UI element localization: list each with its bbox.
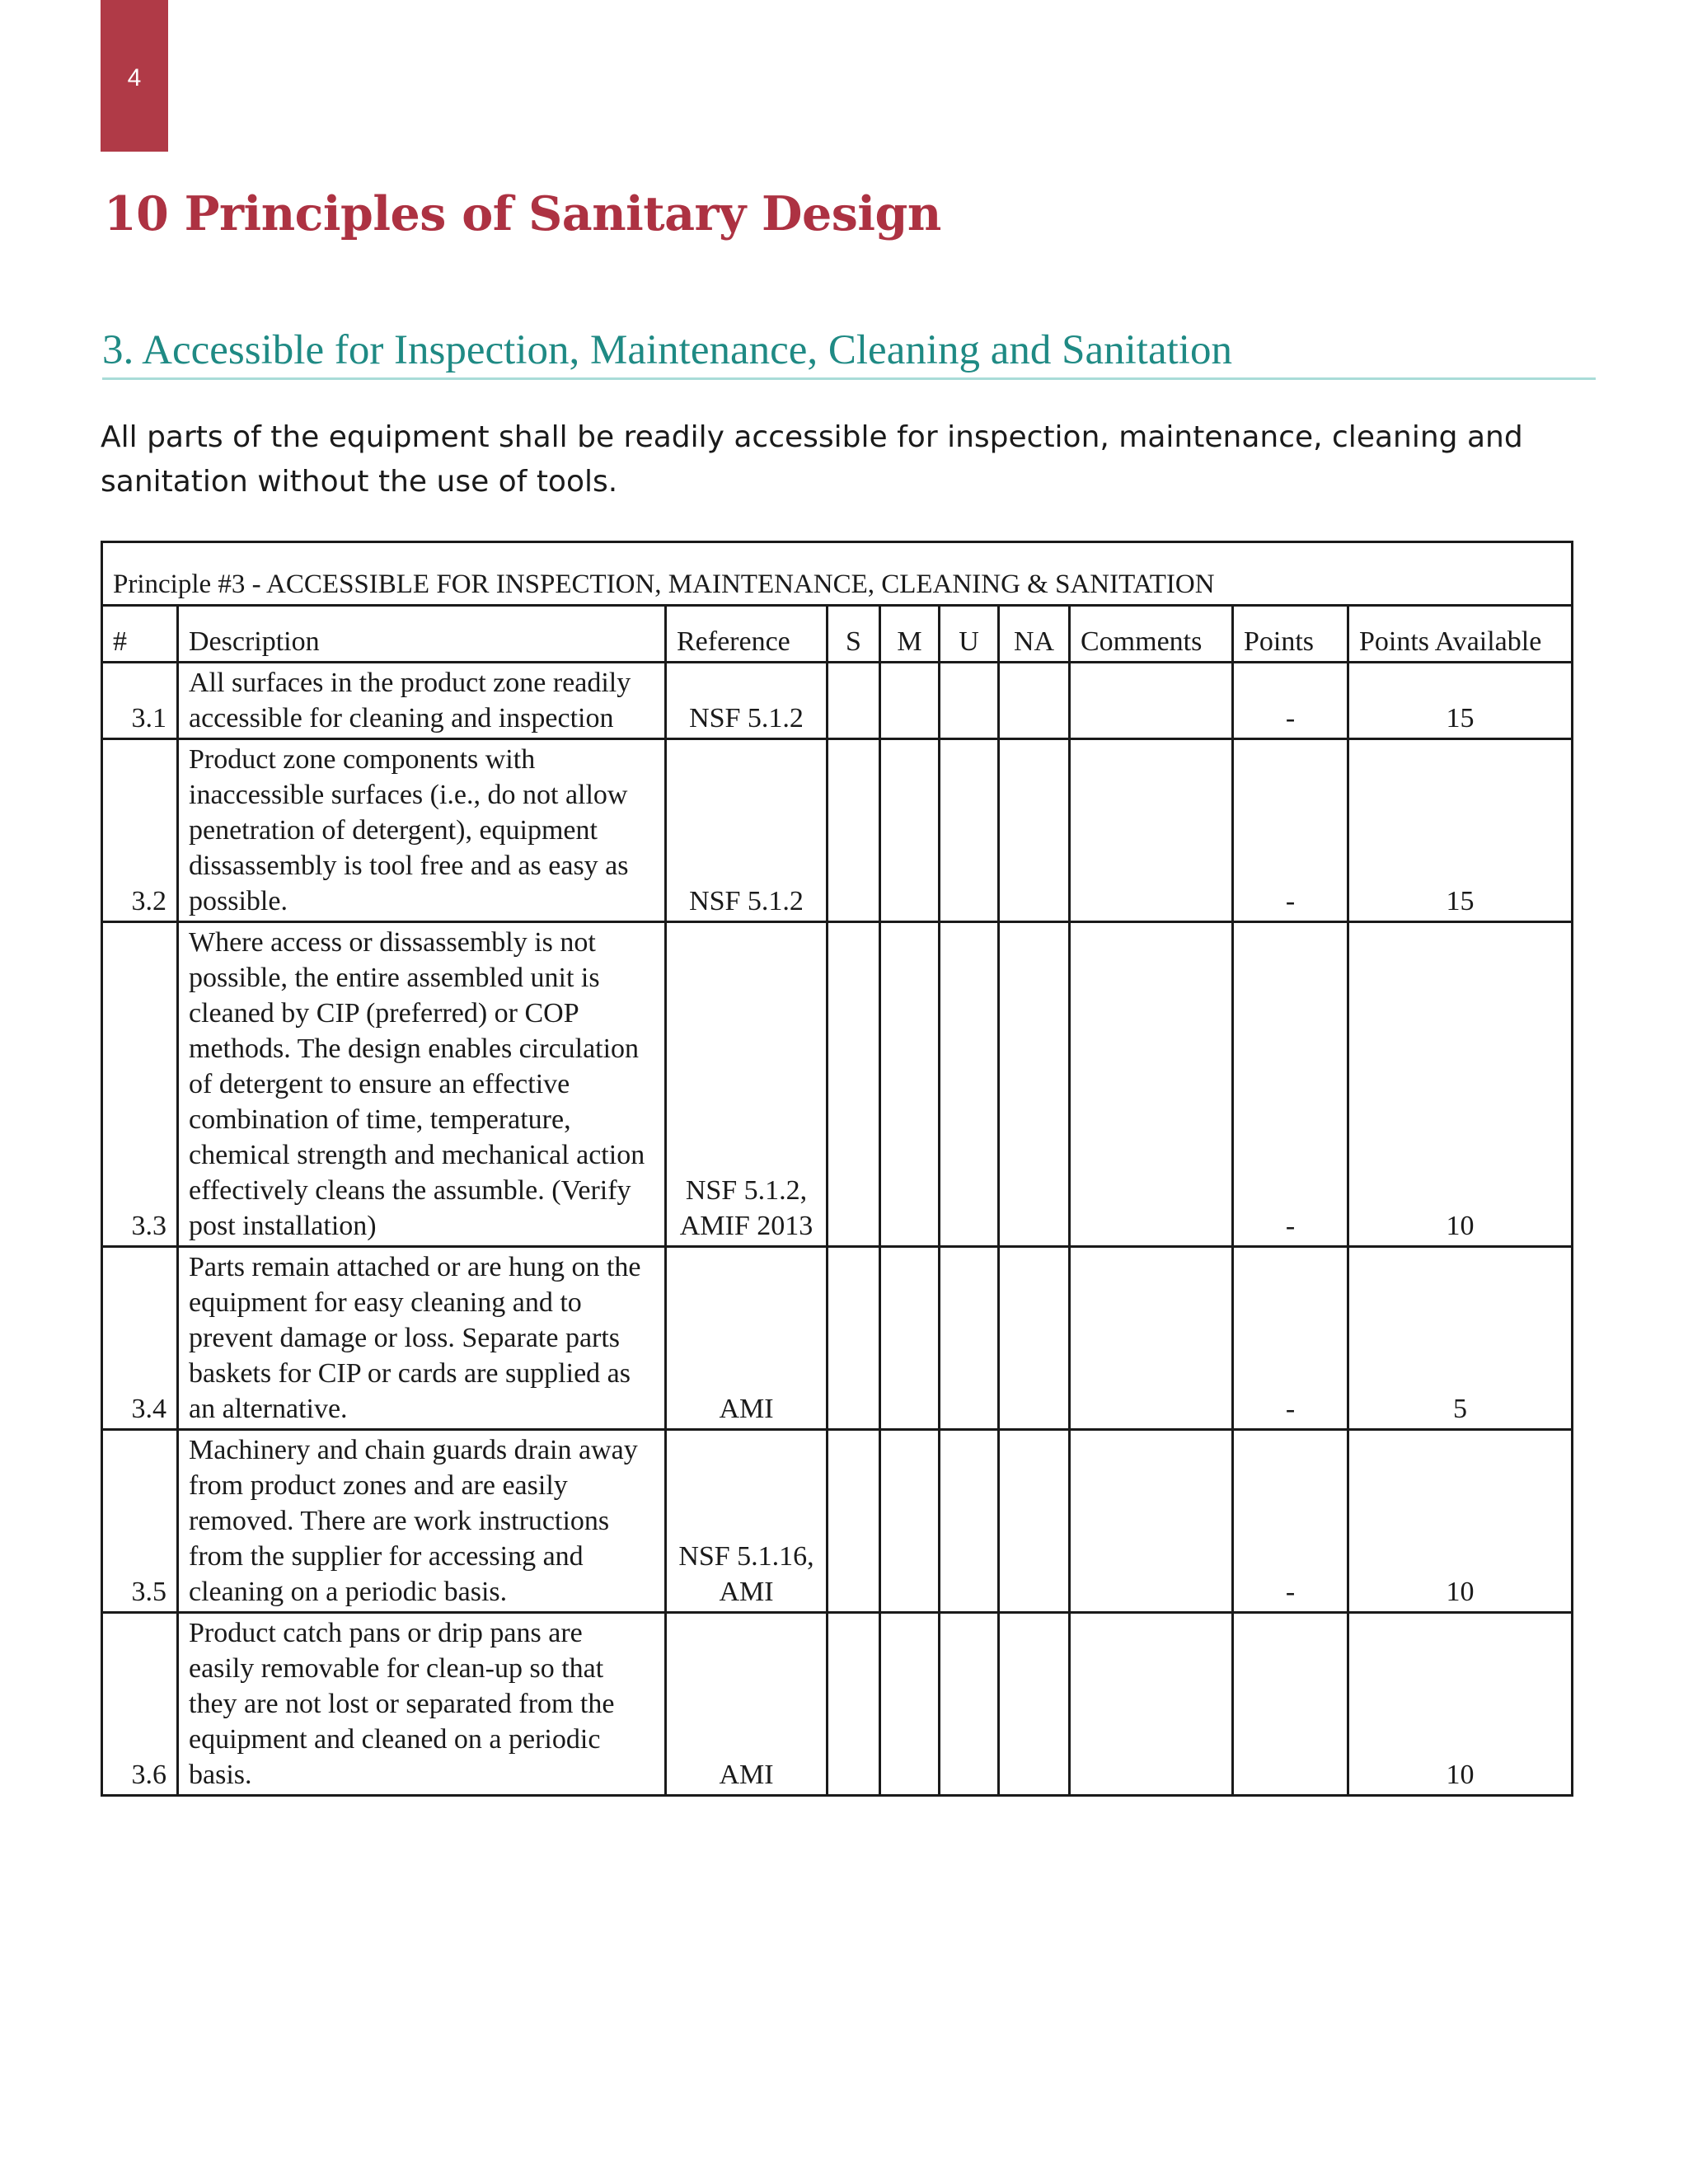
row-points-available: 15 xyxy=(1348,663,1573,739)
row-points xyxy=(1233,1613,1348,1796)
row-number: 3.4 xyxy=(102,1247,178,1430)
row-u-checkbox-cell[interactable] xyxy=(940,1430,999,1613)
row-na-checkbox-cell[interactable] xyxy=(999,922,1070,1247)
row-reference: AMI xyxy=(666,1247,828,1430)
header-comments: Comments xyxy=(1070,606,1233,663)
row-reference: NSF 5.1.2 xyxy=(666,739,828,922)
row-number: 3.2 xyxy=(102,739,178,922)
row-points-available: 10 xyxy=(1348,1613,1573,1796)
table-row xyxy=(102,922,1573,1247)
section-title: 3. Accessible for Inspection, Maintenance, Cleaning and Sanitation xyxy=(102,326,1596,380)
row-s-checkbox-cell[interactable] xyxy=(828,922,880,1247)
row-points: - xyxy=(1233,1247,1348,1430)
table-row xyxy=(102,739,1573,922)
table-caption-row xyxy=(102,542,1573,606)
row-na-checkbox-cell[interactable] xyxy=(999,739,1070,922)
header-reference: Reference xyxy=(666,606,828,663)
row-m-checkbox-cell[interactable] xyxy=(880,739,940,922)
table-row xyxy=(102,663,1573,739)
row-points: - xyxy=(1233,1430,1348,1613)
header-na: NA xyxy=(999,606,1070,663)
row-na-checkbox-cell[interactable] xyxy=(999,1430,1070,1613)
row-points: - xyxy=(1233,739,1348,922)
row-s-checkbox-cell[interactable] xyxy=(828,663,880,739)
page-number-tab xyxy=(101,0,168,152)
intro-paragraph: All parts of the equipment shall be readily accessible for inspection, maintenance, cleaning and sanitation without the use of tools. xyxy=(101,420,1523,499)
table-row xyxy=(102,1247,1573,1430)
row-description: Machinery and chain guards drain away from product zones and are easily removed. There are work instructions from the supplier for accessing and cleaning on a periodic basis. xyxy=(178,1430,666,1613)
header-points-available: Points Available xyxy=(1348,606,1573,663)
row-number: 3.1 xyxy=(102,663,178,739)
row-m-checkbox-cell[interactable] xyxy=(880,1613,940,1796)
row-points: - xyxy=(1233,922,1348,1247)
row-reference: NSF 5.1.2, AMIF 2013 xyxy=(666,922,828,1247)
row-m-checkbox-cell[interactable] xyxy=(880,1430,940,1613)
header-m: M xyxy=(880,606,940,663)
row-number: 3.5 xyxy=(102,1430,178,1613)
row-s-checkbox-cell[interactable] xyxy=(828,1613,880,1796)
row-s-checkbox-cell[interactable] xyxy=(828,1430,880,1613)
table-row xyxy=(102,1430,1573,1613)
row-points: - xyxy=(1233,663,1348,739)
row-description: Where access or dissassembly is not possible, the entire assembled unit is cleaned by CIP (preferred) or COP methods. The design enables circulation of detergent to ensure an effective combination of time, temperature, chemical strength and mechanical action effectively cleans the assumble. (Verify post installation) xyxy=(178,922,666,1247)
row-u-checkbox-cell[interactable] xyxy=(940,1613,999,1796)
row-na-checkbox-cell[interactable] xyxy=(999,663,1070,739)
table-row xyxy=(102,1613,1573,1796)
row-comments-cell[interactable] xyxy=(1070,922,1233,1247)
row-description: Product zone components with inaccessible surfaces (i.e., do not allow penetration of detergent), equipment dissassembly is tool free and as easy as possible. xyxy=(178,739,666,922)
header-s: S xyxy=(828,606,880,663)
principle-checklist-table xyxy=(101,541,1573,1797)
row-u-checkbox-cell[interactable] xyxy=(940,739,999,922)
row-comments-cell[interactable] xyxy=(1070,663,1233,739)
row-number: 3.3 xyxy=(102,922,178,1247)
row-points-available: 5 xyxy=(1348,1247,1573,1430)
header-description: Description xyxy=(178,606,666,663)
row-comments-cell[interactable] xyxy=(1070,1613,1233,1796)
row-u-checkbox-cell[interactable] xyxy=(940,922,999,1247)
row-m-checkbox-cell[interactable] xyxy=(880,922,940,1247)
row-description: Parts remain attached or are hung on the equipment for easy cleaning and to prevent damage or loss. Separate parts baskets for CIP or cards are supplied as an alternative. xyxy=(178,1247,666,1430)
header-u: U xyxy=(940,606,999,663)
row-reference: AMI xyxy=(666,1613,828,1796)
page-number: 4 xyxy=(127,64,142,91)
row-description: All surfaces in the product zone readily accessible for cleaning and inspection xyxy=(178,663,666,739)
row-m-checkbox-cell[interactable] xyxy=(880,663,940,739)
row-s-checkbox-cell[interactable] xyxy=(828,1247,880,1430)
row-m-checkbox-cell[interactable] xyxy=(880,1247,940,1430)
row-points-available: 10 xyxy=(1348,922,1573,1247)
row-comments-cell[interactable] xyxy=(1070,739,1233,922)
row-points-available: 10 xyxy=(1348,1430,1573,1613)
row-u-checkbox-cell[interactable] xyxy=(940,663,999,739)
table-caption: Principle #3 - ACCESSIBLE FOR INSPECTION, MAINTENANCE, CLEANING & SANITATION xyxy=(102,542,1573,606)
row-comments-cell[interactable] xyxy=(1070,1430,1233,1613)
row-comments-cell[interactable] xyxy=(1070,1247,1233,1430)
row-description: Product catch pans or drip pans are easily removable for clean-up so that they are not lost or separated from the equipment and cleaned on a periodic basis. xyxy=(178,1613,666,1796)
row-reference: NSF 5.1.2 xyxy=(666,663,828,739)
header-num: # xyxy=(102,606,178,663)
row-number: 3.6 xyxy=(102,1613,178,1796)
header-points: Points xyxy=(1233,606,1348,663)
table-header-row xyxy=(102,606,1573,663)
row-points-available: 15 xyxy=(1348,739,1573,922)
document-title: 10 Principles of Sanitary Design xyxy=(104,186,941,241)
row-na-checkbox-cell[interactable] xyxy=(999,1613,1070,1796)
row-s-checkbox-cell[interactable] xyxy=(828,739,880,922)
row-reference: NSF 5.1.16, AMI xyxy=(666,1430,828,1613)
row-na-checkbox-cell[interactable] xyxy=(999,1247,1070,1430)
row-u-checkbox-cell[interactable] xyxy=(940,1247,999,1430)
